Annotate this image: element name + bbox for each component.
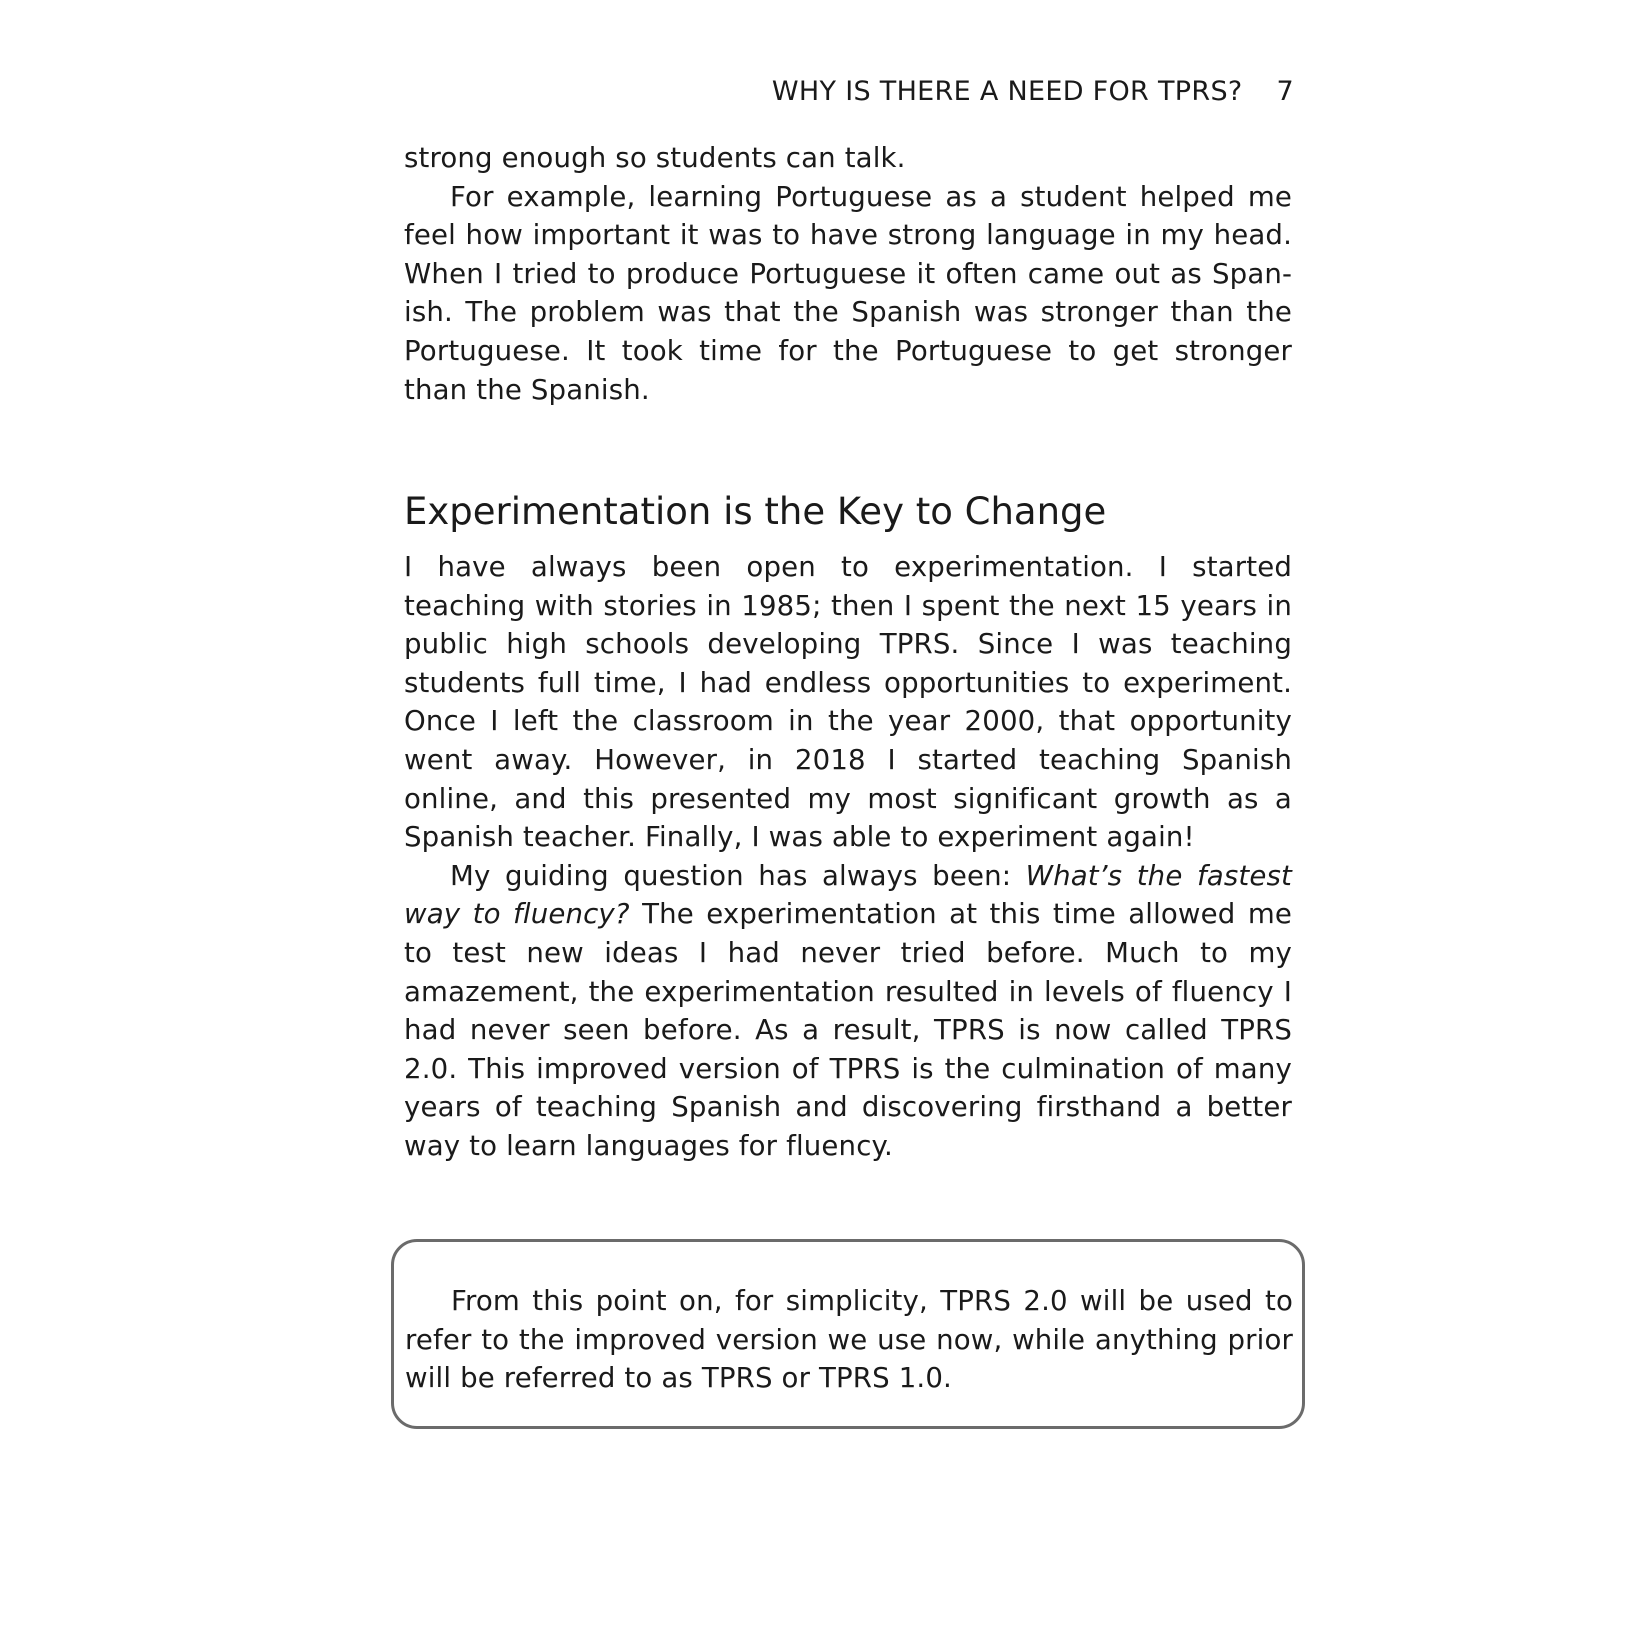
guiding-question-rest: The experimentation at this time allowed me to test new ideas I had never tried before. Much to my amazement, the experimentation resulted in levels of fluency I had never seen before. As a result, TPRS is now called TPRS 2.0. This improved version of TPRS is the culmination of many years of teaching Spanish and discovering firsthand a better way to learn languages for fluency. [404,897,1292,1162]
callout-text-block [405,1282,1293,1398]
portuguese-example-paragraph: For example, learning Portuguese as a student helped me feel how important it was to have strong language in my head. When I tried to produce Portuguese it often came out as Spanish. The problem was that the Spanish was stronger than the Portuguese. It took time for the Portuguese to get stronger than the Spanish. [404,179,1292,406]
guiding-question-paragraph [404,857,1292,1166]
page-number: 7 [1276,76,1294,107]
experimentation-paragraph: I have always been open to experimentation. I started teaching with stories in 1985; then I spent the next 15 years in public high schools developing TPRS. Since I was teaching students full time, I had endless opportunities to experiment. Once I left the classroom in the year 2000, that opportunity went away. However, in 2018 I started teaching Spanish online, and this presented my most significant growth as a Spanish teacher. Finally, I was able to experiment again! [404,550,1292,854]
guiding-question-lead: My guiding question has always been: [450,858,1026,892]
section-heading: Experimentation is the Key to Change [404,490,1107,533]
callout-box [391,1239,1305,1429]
callout-text: From this point on, for simplicity, TPRS 2.0 will be used to refer to the improved version we use now, while anything prior will be referred to as TPRS or TPRS 1.0. [405,1284,1293,1395]
guiding-question-italic: What’s the fastest way to fluency? [404,858,1292,931]
section-body [404,548,1292,1166]
continued-paragraph: strong enough so students can talk. [404,141,906,174]
intro-text [404,139,1292,409]
running-head [404,70,1294,114]
running-head-title: WHY IS THERE A NEED FOR TPRS? [771,76,1243,107]
